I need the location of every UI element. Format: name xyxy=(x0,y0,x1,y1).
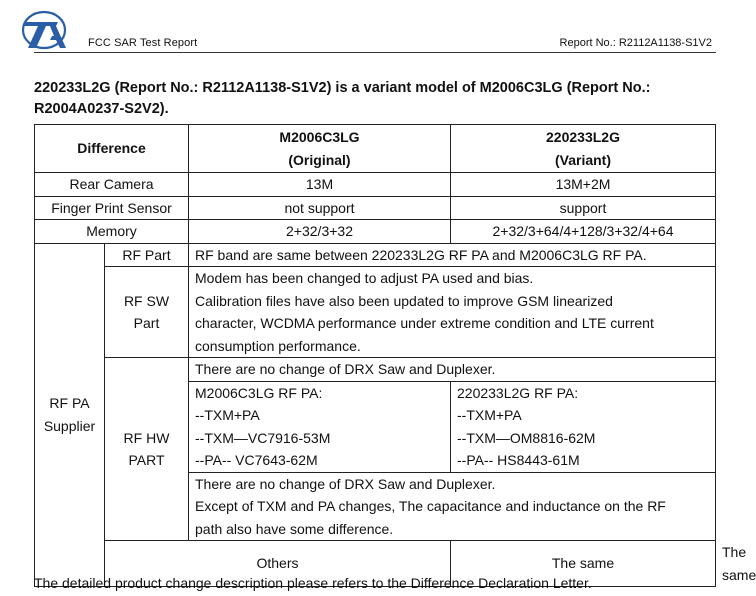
original-model: M2006C3LG xyxy=(279,129,360,145)
variant-pa-line1: --TXM+PA xyxy=(457,407,522,423)
rf-hw-note-bottom-line2: Except of TXM and PA changes, The capacitance and inductance on the RF xyxy=(195,498,666,514)
ta-logo-icon xyxy=(20,8,72,52)
rf-hw-note-top: There are no change of DRX Saw and Duplexer. xyxy=(189,358,716,382)
table-row xyxy=(35,220,716,244)
variant-pa-list xyxy=(451,381,716,472)
rf-hw-note-bottom xyxy=(189,472,716,541)
header-variant xyxy=(451,125,716,173)
header-divider xyxy=(34,52,716,53)
original-pa-line2: --TXM—VC7916-53M xyxy=(195,429,331,446)
rf-hw-note-bottom-line1: There are no change of DRX Saw and Duplexer. xyxy=(195,475,496,492)
row-label-memory: Memory xyxy=(35,220,189,244)
variant-model: 220233L2G xyxy=(546,129,620,145)
rf-part-text: RF band are same between 220233L2G RF PA and M2006C3LG RF PA. xyxy=(189,243,716,267)
fingerprint-variant: support xyxy=(451,196,716,220)
original-pa-list xyxy=(189,381,451,472)
original-tag: (Original) xyxy=(288,151,351,168)
original-pa-line3: --PA-- VC7643-62M xyxy=(195,452,318,468)
difference-table xyxy=(34,124,756,587)
rf-pa-supplier-line2: Supplier xyxy=(43,417,96,434)
rf-sw-line1: Modem has been changed to adjust PA used and bias. xyxy=(195,270,534,286)
others-original: The same xyxy=(451,541,716,587)
variant-tag: (Variant) xyxy=(554,151,611,168)
rf-hw-label-line2: PART xyxy=(128,452,165,468)
header-difference: Difference xyxy=(35,125,189,173)
rf-sw-line3: character, WCDMA performance under extreme condition and LTE current xyxy=(195,315,654,331)
row-label-others: Others xyxy=(105,541,451,587)
rf-pa-supplier-label xyxy=(35,243,105,587)
row-label-fingerprint: Finger Print Sensor xyxy=(35,196,189,220)
header-original xyxy=(189,125,451,173)
rear-camera-variant: 13M+2M xyxy=(451,173,716,197)
header-report-number: Report No.: R2112A1138-S1V2 xyxy=(559,37,712,49)
rf-sw-line2: Calibration files have also been updated to improve GSM linearized xyxy=(195,292,613,309)
memory-variant: 2+32/3+64/4+128/3+32/4+64 xyxy=(451,220,716,244)
row-label-rear-camera: Rear Camera xyxy=(35,173,189,197)
table-row xyxy=(35,358,716,382)
fingerprint-original: not support xyxy=(189,196,451,220)
rf-sw-label-line1: RF SW xyxy=(123,292,170,309)
table-row xyxy=(35,267,716,358)
table-row xyxy=(35,196,716,220)
footer-note: The detailed product change description please refers to the Difference Declaration Letter. xyxy=(34,575,592,591)
original-pa-title: M2006C3LG RF PA: xyxy=(195,384,323,401)
table-header-row xyxy=(35,125,716,173)
intro-paragraph: 220233L2G (Report No.: R2112A1138-S1V2) is a variant model of M2006C3LG (Report No.: R2004A0237-S2V2). xyxy=(34,80,651,117)
rear-camera-original: 13M xyxy=(189,173,451,197)
rf-hw-note-bottom-line3: path also have some difference. xyxy=(195,520,394,537)
rf-hw-part-label xyxy=(105,358,189,541)
rf-sw-part-label xyxy=(105,267,189,358)
original-pa-line1: --TXM+PA xyxy=(195,407,260,423)
rf-pa-supplier-line1: RF PA xyxy=(49,395,90,412)
variant-pa-title: 220233L2G RF PA: xyxy=(457,384,579,401)
rf-sw-part-text xyxy=(189,267,716,358)
report-title: FCC SAR Test Report xyxy=(88,37,198,49)
page-header xyxy=(0,0,750,56)
rf-sw-label-line2: Part xyxy=(133,315,160,331)
variant-pa-line2: --TXM—OM8816-62M xyxy=(457,429,596,446)
rf-sw-line4: consumption performance. xyxy=(195,337,361,354)
table-row xyxy=(35,243,716,267)
variant-pa-line3: --PA-- HS8443-61M xyxy=(457,452,580,468)
table-row: Others The same The same xyxy=(35,541,716,587)
rf-part-label: RF Part xyxy=(105,243,189,267)
memory-original: 2+32/3+32 xyxy=(189,220,451,244)
rf-hw-label-line1: RF HW xyxy=(123,429,170,446)
table-row xyxy=(35,173,716,197)
